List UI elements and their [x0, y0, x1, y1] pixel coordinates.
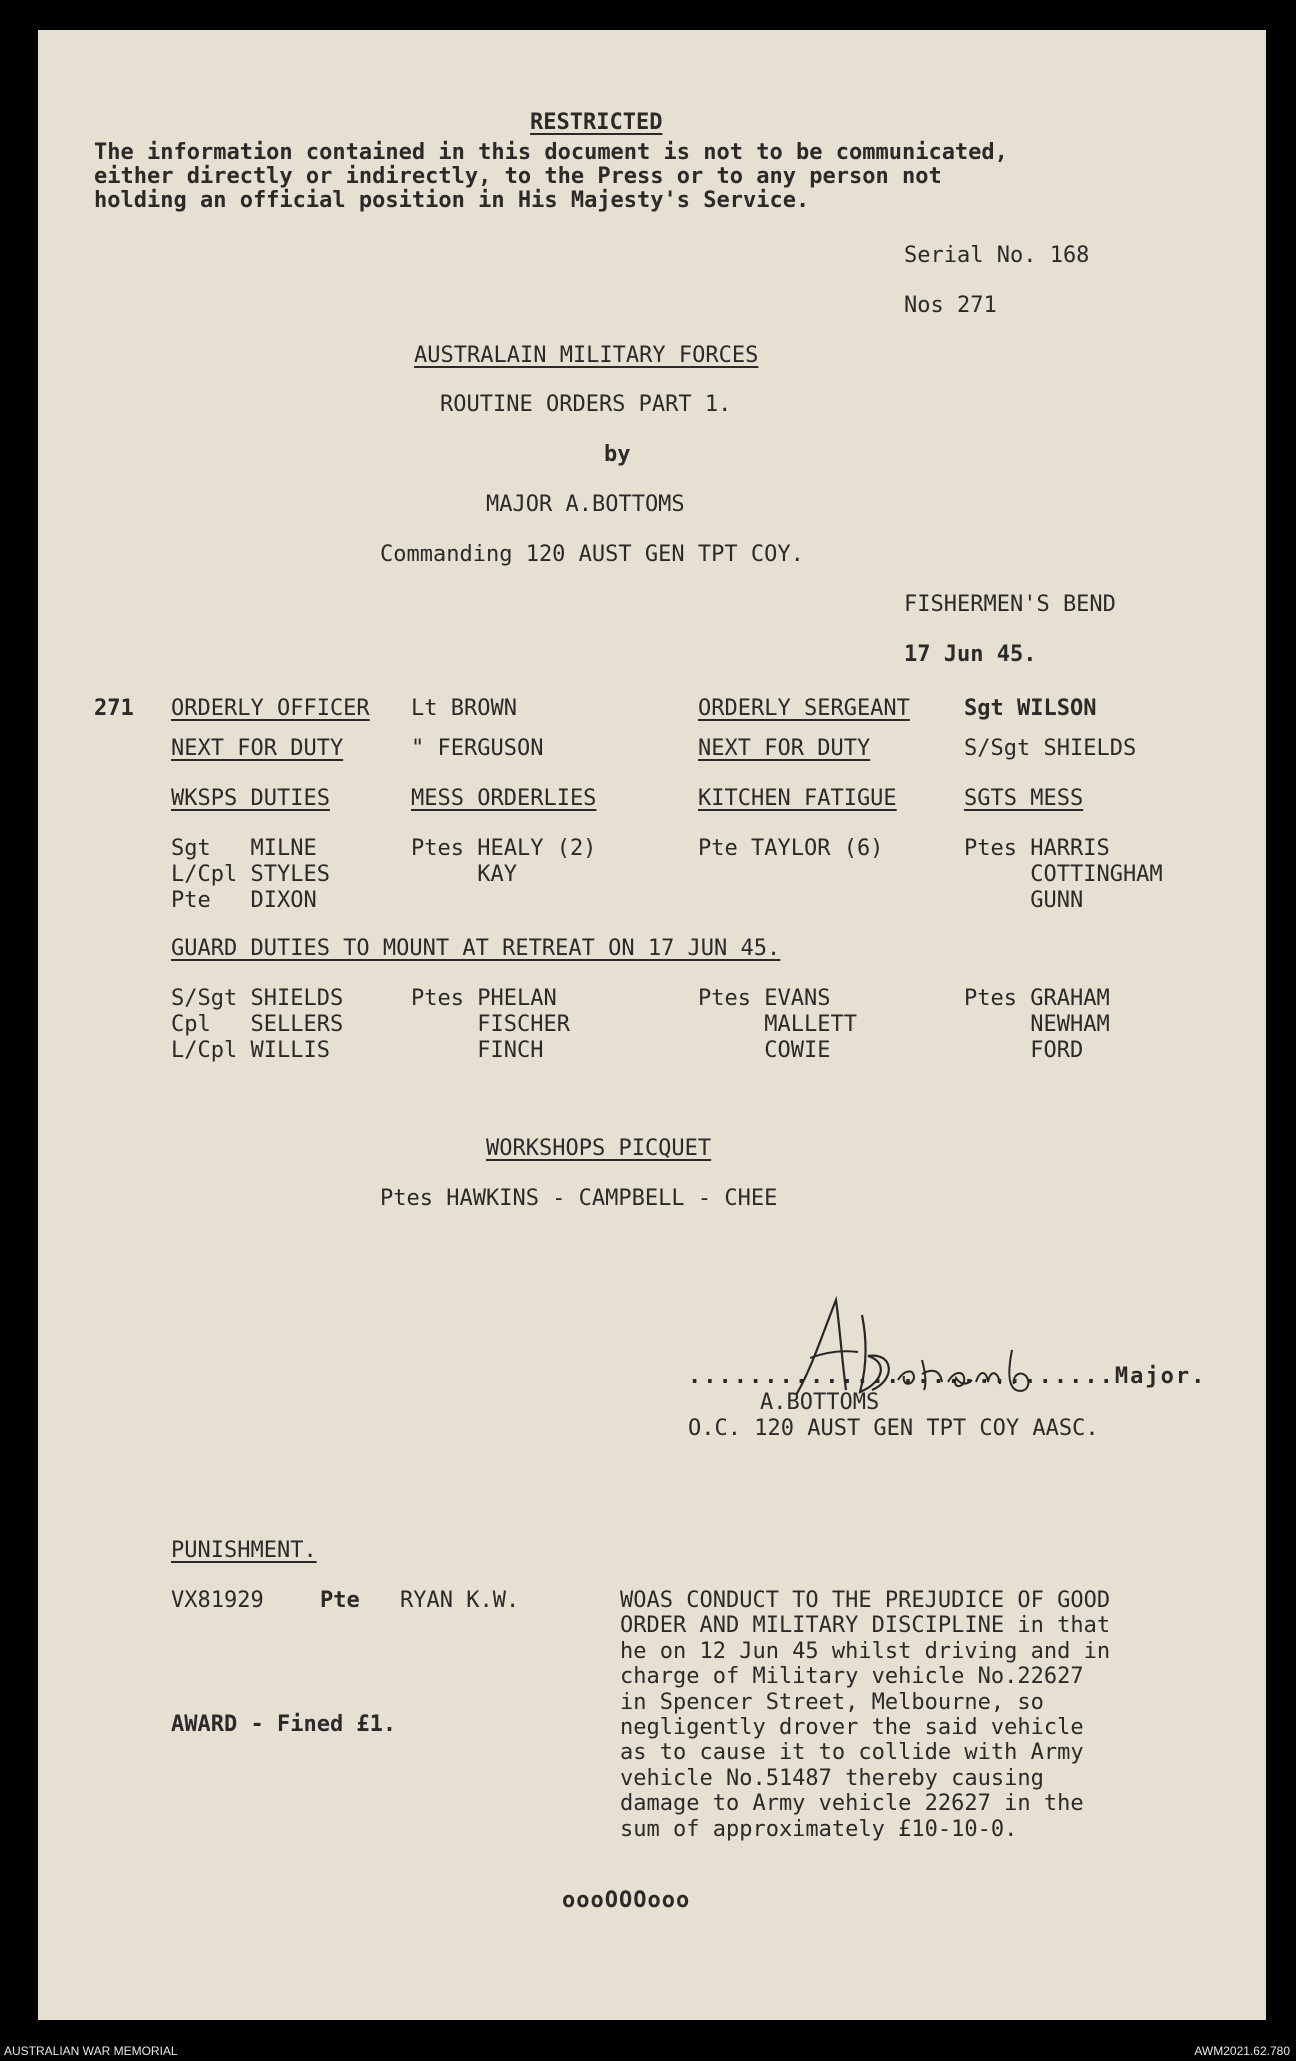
classification-heading: RESTRICTED: [530, 110, 663, 135]
orderly-sergeant: Sgt WILSON: [964, 696, 1097, 721]
mess-orderlies-header: MESS ORDERLIES: [411, 786, 597, 811]
orders-number: Nos 271: [904, 293, 997, 318]
notice-line-1: The information contained in this document is not to be communicated,: [94, 140, 1008, 165]
date-line: 17 Jun 45.: [904, 642, 1037, 667]
signatory-name: A.BOTTOMS: [760, 1390, 880, 1415]
mess-orderlies-list: Ptes HEALY (2) KAY: [411, 836, 597, 887]
next-officer: " FERGUSON: [411, 736, 544, 761]
workshops-picquet-heading: WORKSHOPS PICQUET: [486, 1136, 712, 1161]
kitchen-fatigue-header: KITCHEN FATIGUE: [698, 786, 897, 811]
offence-description: WOAS CONDUCT TO THE PREJUDICE OF GOOD ORDER AND MILITARY DISCIPLINE in that he on 12 Jun 45 whilst driving and in charge of Military vehicle No.22627 in Spencer Street, Melbourne, so negligently drover the said vehicle as to cause it to collide with Army vehicle No.51487 thereby causing damage to Army vehicle 22627 in the sum of approximately £10-10-0.: [620, 1588, 1111, 1842]
kitchen-fatigue-list: Pte TAYLOR (6): [698, 836, 884, 861]
orders-heading: ROUTINE ORDERS PART 1.: [440, 392, 732, 417]
forces-heading: AUSTRALAIN MILITARY FORCES: [414, 343, 759, 368]
next-for-duty-label-2: NEXT FOR DUTY: [698, 736, 871, 761]
signatory-title: O.C. 120 AUST GEN TPT COY AASC.: [688, 1416, 1099, 1441]
officer-name: MAJOR A.BOTTOMS: [486, 492, 685, 517]
notice-line-3: holding an official position in His Majesty's Service.: [94, 188, 810, 213]
serial-number: Serial No. 168: [904, 243, 1090, 268]
order-number: 271: [94, 696, 134, 721]
orderly-officer-label: ORDERLY OFFICER: [171, 696, 370, 721]
footer-institution: AUSTRALIAN WAR MEMORIAL: [4, 2044, 178, 2058]
offender-rank: Pte: [320, 1588, 360, 1613]
guard-list-4: Ptes GRAHAM NEWHAM FORD: [964, 986, 1110, 1063]
guard-list-3: Ptes EVANS MALLETT COWIE: [698, 986, 857, 1063]
offender-name: RYAN K.W.: [400, 1588, 520, 1613]
service-number: VX81929: [171, 1588, 264, 1613]
place-line: FISHERMEN'S BEND: [904, 592, 1116, 617]
orderly-sergeant-label: ORDERLY SERGEANT: [698, 696, 910, 721]
footer-accession: AWM2021.62.780: [1194, 2044, 1290, 2058]
command-line: Commanding 120 AUST GEN TPT COY.: [380, 542, 804, 567]
by-line: by: [604, 442, 631, 467]
wksps-duties-list: Sgt MILNE L/Cpl STYLES Pte DIXON: [171, 836, 330, 913]
end-mark: oooOOOooo: [562, 1888, 691, 1913]
document-page: [38, 30, 1266, 2020]
workshops-picquet-list: Ptes HAWKINS - CAMPBELL - CHEE: [380, 1186, 778, 1211]
punishment-heading: PUNISHMENT.: [171, 1538, 317, 1563]
orderly-officer: Lt BROWN: [411, 696, 517, 721]
guard-duties-heading: GUARD DUTIES TO MOUNT AT RETREAT ON 17 JUN 45.: [171, 936, 781, 961]
award-line: AWARD - Fined £1.: [171, 1712, 397, 1737]
notice-line-2: either directly or indirectly, to the Press or to any person not: [94, 164, 942, 189]
signature-dots: ............................Major.: [688, 1364, 1207, 1389]
sgts-mess-list: Ptes HARRIS COTTINGHAM GUNN: [964, 836, 1163, 913]
guard-list-2: Ptes PHELAN FISCHER FINCH: [411, 986, 570, 1063]
next-for-duty-label-1: NEXT FOR DUTY: [171, 736, 344, 761]
next-sergeant: S/Sgt SHIELDS: [964, 736, 1137, 761]
sgts-mess-header: SGTS MESS: [964, 786, 1084, 811]
guard-list-1: S/Sgt SHIELDS Cpl SELLERS L/Cpl WILLIS: [171, 986, 344, 1063]
wksps-duties-header: WKSPS DUTIES: [171, 786, 330, 811]
